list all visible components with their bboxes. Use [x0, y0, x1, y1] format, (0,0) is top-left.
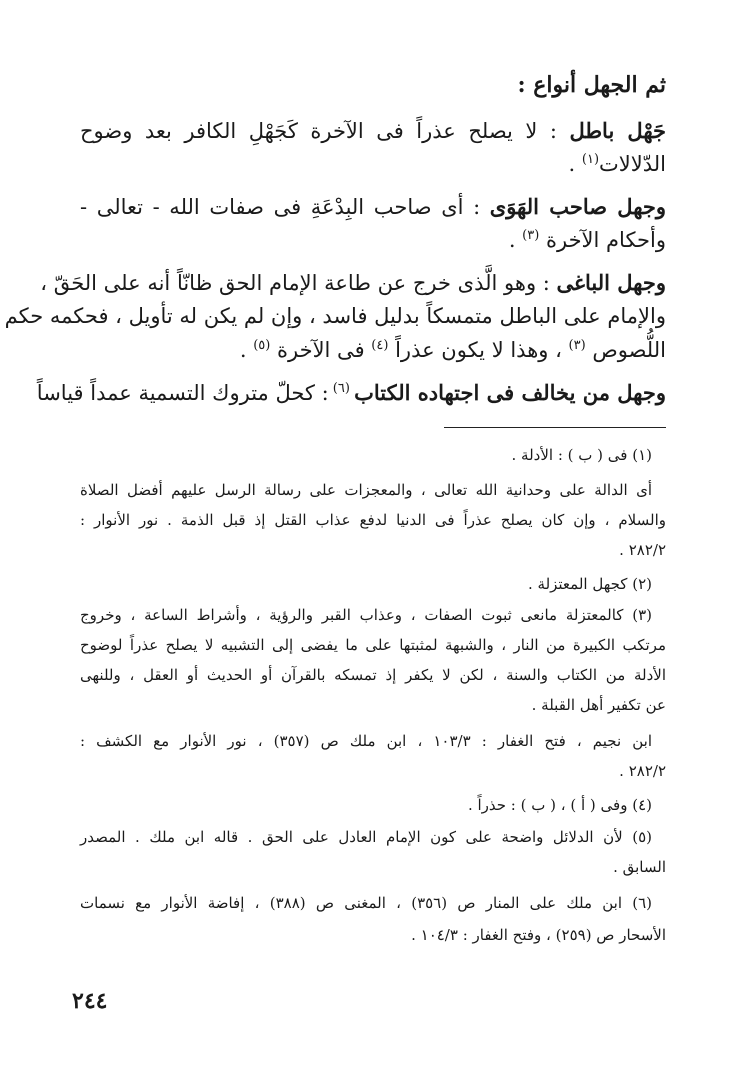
- footnote-ref: (٦): [328, 381, 355, 396]
- section-heading: ثم الجهل أنواع :: [517, 72, 666, 98]
- footnote-line: مرتكب الكبيرة من النار ، والشبهة لمثبتها على ما يفضى إلى التشبيه لا يصلح عذراً لوضوح: [80, 636, 666, 654]
- paragraph-line: اللُّصوص $^{(٣)}$ ، وهذا لا يكون عذراً $^{(٤)}$ فى الآخرة $^{(٥)}$ .: [239, 338, 666, 362]
- footnote-ref: (٤): [371, 338, 389, 353]
- paragraph-line: وجهل صاحب الهَوَى : أى صاحب البِدْعَةِ فى صفات الله - تعالى -: [80, 194, 666, 219]
- page-number: ٢٤٤: [72, 988, 108, 1014]
- footnote-line: ٢٨٢/٢ .: [619, 762, 666, 780]
- footnote-line: الأدلة من الكتاب والسنة ، لكن لا يكفر إذ تمسكه بالقرآن أو الحديث أو العقل ، وللنهى: [80, 666, 666, 684]
- footnote-ref: (٣): [522, 228, 540, 243]
- footnote-4: (٤) وفى ( أ ) ، ( ب ) : حذراً .: [467, 796, 652, 814]
- paragraph-line: الدّلالات$^{(١)}$ .: [568, 152, 666, 176]
- footnote-line: عن تكفير أهل القبلة .: [531, 696, 666, 714]
- footnote-line: الأسحار ص (٢٥٩) ، وفتح الغفار : ١٠٤/٣ .: [411, 926, 666, 944]
- footnote-1: (١) فى ( ب ) : الأدلة .: [511, 446, 652, 464]
- footnote-ref: (٥): [253, 338, 271, 353]
- footnote-ref: (١): [581, 152, 600, 167]
- paragraph-line: والإمام على الباطل متمسكاً بدليل فاسد ، وإن لم يكن له تأويل ، فحكمه حكم: [4, 304, 666, 328]
- footnote-line: ابن نجيم ، فتح الغفار : ١٠٣/٣ ، ابن ملك ص (٣٥٧) ، نور الأنوار مع الكشف :: [80, 732, 653, 750]
- footnote-line: ٢٨٢/٢ .: [619, 541, 666, 559]
- footnote-5: (٥) لأن الدلائل واضحة على كون الإمام العادل على الحق . قاله ابن ملك . المصدر: [80, 828, 652, 846]
- footnote-line: والسلام ، وإن كان يصلح عذراً فى الدنيا لدفع عذاب القتل إذ قبل الذمة . نور الأنوار :: [80, 511, 666, 529]
- paragraph-line: وجهل الباغى : وهو الَّذى خرج عن طاعة الإمام الحق ظانّاً أنه على الحَقّ ،: [40, 270, 666, 295]
- paragraph-line: وجهل من يخالف فى اجتهاده الكتاب $^{(٦)}$ : كحلّ متروك التسمية عمداً قياساً: [36, 380, 666, 405]
- footnote-divider: [444, 427, 666, 428]
- term: وجهل من يخالف فى اجتهاده الكتاب: [354, 380, 666, 405]
- term: وجهل صاحب الهَوَى: [489, 194, 666, 219]
- footnote-line: أى الدالة على وحدانية الله تعالى ، والمعجزات على رسالة الرسل عليهم أفضل الصلاة: [80, 481, 652, 499]
- paragraph-line: جَهْل باطل : لا يصلح عذراً فى الآخرة كَجَهْلِ الكافر بعد وضوح: [80, 118, 666, 143]
- footnote-2: (٢) كجهل المعتزلة .: [527, 575, 652, 593]
- paragraph-line: وأحكام الآخرة $^{(٣)}$ .: [508, 228, 666, 252]
- term: وجهل الباغى: [556, 270, 666, 295]
- footnote-3: (٣) كالمعتزلة مانعى ثبوت الصفات ، وعذاب القبر والرؤية ، وأشراط الساعة ، وخروج: [80, 606, 652, 624]
- footnote-line: السابق .: [613, 858, 666, 876]
- footnote-ref: (٣): [568, 338, 586, 353]
- footnote-6: (٦) ابن ملك على المنار ص (٣٥٦) ، المغنى ص (٣٨٨) ، إفاضة الأنوار مع نسمات: [80, 894, 652, 912]
- term: جَهْل باطل: [569, 118, 666, 143]
